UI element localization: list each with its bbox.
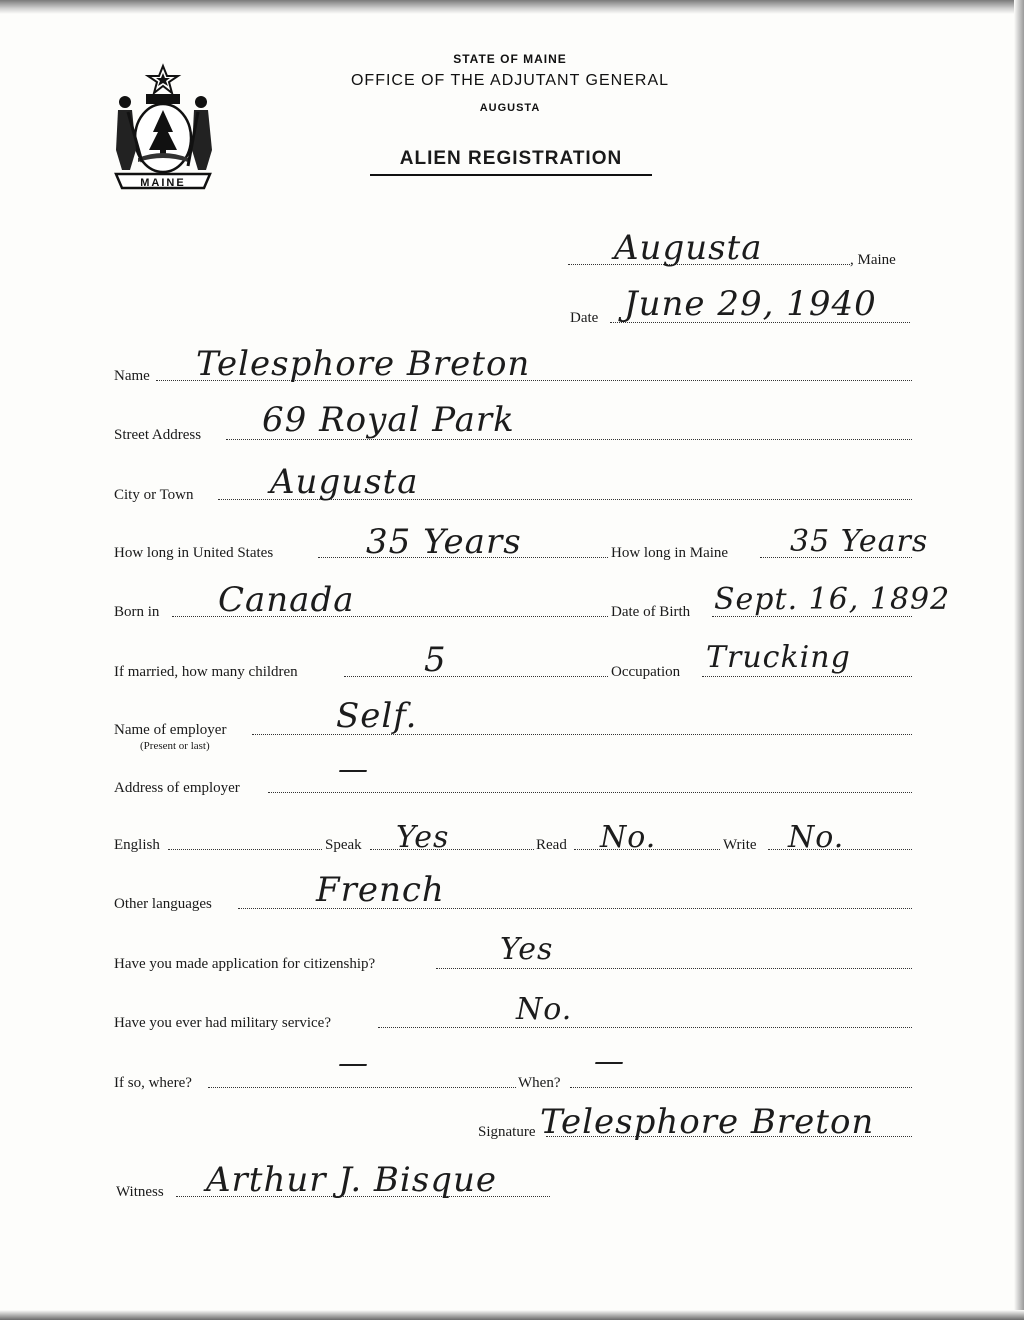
write-label: Write <box>723 837 757 853</box>
where-label: If so, where? <box>114 1075 192 1091</box>
state-heading: STATE OF MAINE <box>453 52 567 66</box>
date-label: Date <box>570 310 599 326</box>
where-line[interactable] <box>208 1087 516 1088</box>
citizenship-label: Have you made application for citizenship? <box>114 956 376 972</box>
employer-sub-label: (Present or last) <box>140 740 210 752</box>
place-entry: Augusta <box>614 228 763 268</box>
how-long-maine-label: How long in Maine <box>611 545 729 561</box>
date-entry: June 29, 1940 <box>624 284 877 324</box>
english-line <box>168 849 322 850</box>
when-entry: — <box>594 1044 625 1079</box>
street-label: Street Address <box>114 427 202 443</box>
dob-label: Date of Birth <box>611 604 691 620</box>
employer-address-label: Address of employer <box>114 780 240 796</box>
occupation-label: Occupation <box>611 664 681 680</box>
read-label: Read <box>536 837 567 853</box>
read-entry: No. <box>600 820 657 855</box>
seal-banner-text: MAINE <box>140 177 186 189</box>
city-heading: AUGUSTA <box>479 102 541 114</box>
when-label: When? <box>518 1075 561 1091</box>
citizenship-entry: Yes <box>500 932 554 967</box>
name-entry: Telesphore Breton <box>196 344 531 384</box>
witness-entry: Arthur J. Bisque <box>206 1160 498 1200</box>
children-line[interactable] <box>344 676 608 677</box>
occupation-line[interactable] <box>702 676 912 677</box>
street-entry: 69 Royal Park <box>262 400 515 440</box>
city-entry: Augusta <box>270 462 419 502</box>
employer-entry: Self. <box>336 696 418 736</box>
name-label: Name <box>114 368 150 384</box>
scan-edge-top <box>0 0 1024 14</box>
when-line[interactable] <box>570 1087 912 1088</box>
how-long-maine-entry: 35 Years <box>790 524 929 559</box>
english-label: English <box>114 837 160 853</box>
born-in-entry: Canada <box>218 580 355 620</box>
other-languages-entry: French <box>316 870 445 910</box>
dob-entry: Sept. 16, 1892 <box>714 582 951 617</box>
maine-state-seal <box>108 62 218 190</box>
witness-label: Witness <box>116 1184 164 1200</box>
office-heading: OFFICE OF THE ADJUTANT GENERAL <box>350 72 670 89</box>
other-languages-label: Other languages <box>114 896 212 912</box>
form-title: ALIEN REGISTRATION <box>370 148 652 176</box>
scan-edge-bottom <box>0 1310 1024 1320</box>
how-long-us-entry: 35 Years <box>366 522 522 562</box>
military-entry: No. <box>516 992 573 1027</box>
signature-entry: Telesphore Breton <box>540 1102 875 1142</box>
children-label: If married, how many children <box>114 664 298 680</box>
born-in-label: Born in <box>114 604 160 620</box>
employer-address-line[interactable] <box>268 792 912 793</box>
speak-line[interactable] <box>370 849 534 850</box>
scan-edge-right <box>1014 0 1024 1320</box>
military-line[interactable] <box>378 1027 912 1028</box>
where-entry: — <box>338 1046 369 1081</box>
how-long-us-label: How long in United States <box>114 545 274 561</box>
speak-entry: Yes <box>396 820 450 855</box>
children-entry: 5 <box>424 640 447 680</box>
city-label: City or Town <box>114 487 194 503</box>
citizenship-line[interactable] <box>436 968 912 969</box>
military-label: Have you ever had military service? <box>114 1015 331 1031</box>
signature-label: Signature <box>478 1124 536 1140</box>
occupation-entry: Trucking <box>706 640 851 675</box>
employer-label: Name of employer <box>114 722 227 738</box>
speak-label: Speak <box>325 837 362 853</box>
place-suffix-label: , Maine <box>850 252 896 268</box>
write-entry: No. <box>788 820 845 855</box>
employer-address-entry: — <box>338 752 369 787</box>
